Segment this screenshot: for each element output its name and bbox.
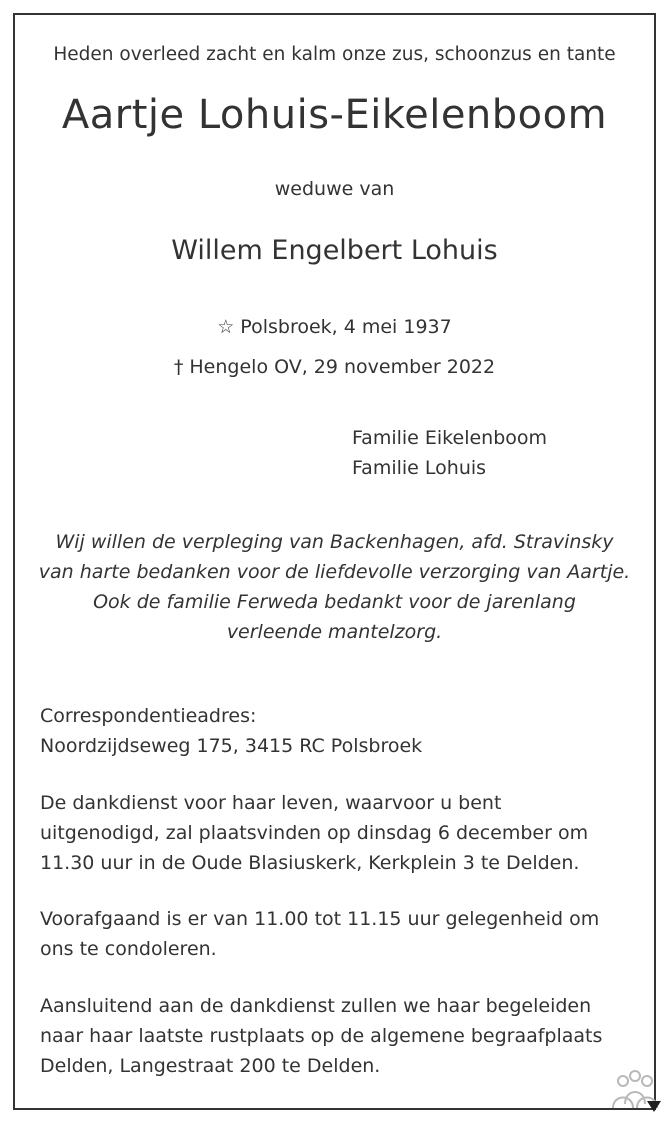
correspondence-address-line: Noordzijdseweg 175, 3415 RC Polsbroek [40,735,423,757]
star-outline-icon: ☆ [217,316,235,338]
burial-line: naar haar laatste rustplaats op de algemene begraafplaats [40,1025,603,1047]
service-line: De dankdienst voor haar leven, waarvoor u bent [40,792,502,814]
birth-text: Polsbroek, 4 mei 1937 [240,316,452,338]
correspondence-label: Correspondentieadres: [40,705,257,727]
service-paragraph [40,788,640,878]
thanks-paragraph [0,527,669,647]
burial-paragraph [40,991,640,1081]
birth-line [0,316,669,338]
intro-text: Heden overleed zacht en kalm onze zus, schoonzus en tante [53,44,616,65]
service-line: uitgenodigd, zal plaatsvinden op dinsdag 6 december om [40,822,589,844]
thanks-line: verleende mantelzorg. [226,621,443,643]
cross-icon: † [173,356,184,378]
family-name: Familie Eikelenboom [352,427,548,449]
family-name: Familie Lohuis [352,457,487,479]
service-line: 11.30 uur in de Oude Blasiuskerk, Kerkplein 3 te Delden. [40,852,580,874]
condolence-line: Voorafgaand is er van 11.00 tot 11.15 uur gelegenheid om [40,908,600,930]
spouse-name: Willem Engelbert Lohuis [171,235,498,266]
triangle-down-icon[interactable] [647,1101,661,1112]
widow-of-text: weduwe van [274,178,395,200]
burial-line: Delden, Langestraat 200 te Delden. [40,1055,381,1077]
burial-line: Aansluitend aan de dankdienst zullen we haar begeleiden [40,995,592,1017]
thanks-line: van harte bedanken voor de liefdevolle verzorging van Aartje. [38,561,631,583]
correspondence-address [40,701,640,761]
thanks-line: Wij willen de verpleging van Backenhagen, afd. Stravinsky [55,531,614,553]
thanks-line: Ook de familie Ferweda bedankt voor de jarenlang [93,591,576,613]
deceased-name: Aartje Lohuis-Eikelenboom [61,92,608,138]
death-text: Hengelo OV, 29 november 2022 [189,356,496,378]
death-line [0,356,669,378]
condolence-line: ons te condoleren. [40,938,217,960]
condolence-paragraph [40,904,640,964]
